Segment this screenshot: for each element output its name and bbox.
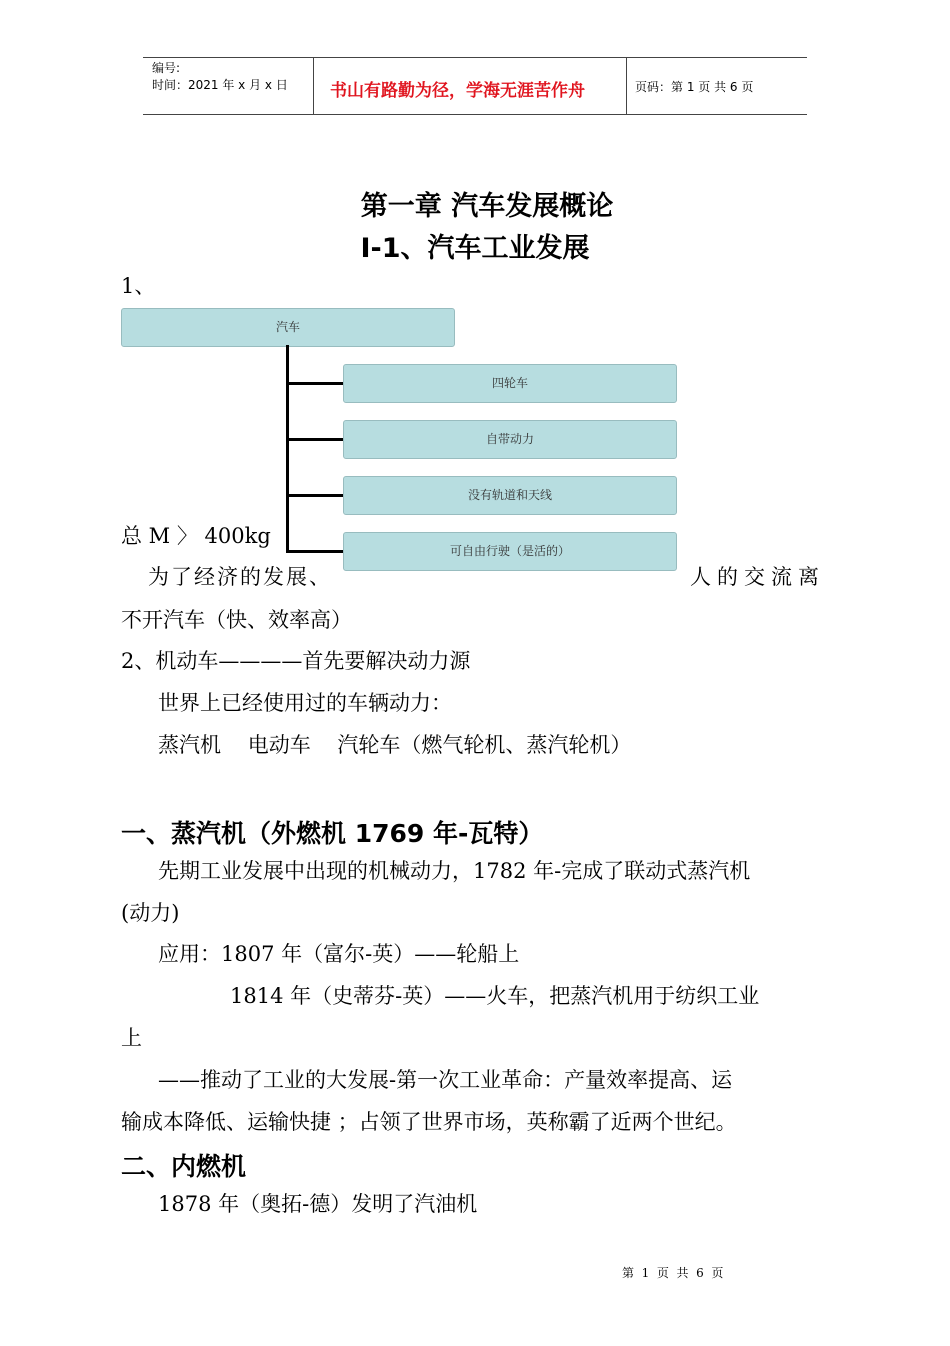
diagram-child-node: 自带动力 — [343, 420, 677, 459]
diagram-root-node: 汽车 — [121, 308, 455, 347]
section-2-paragraph: 1878 年（奥拓-德）发明了汽油机 — [158, 1192, 478, 1216]
page-footer: 第 1 页 共 6 页 — [622, 1266, 724, 1280]
point-1-label: 1、 — [121, 274, 156, 298]
application-line-2: 1814 年（史蒂芬-英）——火车，把蒸汽机用于纺织工业 — [230, 984, 760, 1008]
impact-line-2: 输成本降低、运输快捷 ；占领了世界市场，英称霸了近两个世纪。 — [121, 1110, 737, 1134]
diagram-child-node: 可自由行驶（是活的） — [343, 532, 677, 571]
header-divider-left — [313, 58, 314, 114]
economy-line-left: 为了经济的发展、 — [148, 565, 332, 589]
section-1-heading: 一、蒸汽机（外燃机 1769 年-瓦特） — [121, 819, 544, 848]
application-line-2-cont: 上 — [121, 1026, 142, 1050]
diagram-branch-line — [286, 438, 344, 441]
header-number-label: 编号: — [152, 61, 181, 75]
power-types-line: 蒸汽机 电动车 汽轮车（燃气轮机、蒸汽轮机） — [158, 733, 632, 757]
economy-line-right: 人的交流离 — [690, 565, 825, 589]
application-line-1: 应用：1807 年（富尔-英）——轮船上 — [158, 942, 520, 966]
impact-line-1: ——推动了工业的大发展-第一次工业革命：产量效率提高、运 — [158, 1068, 733, 1092]
diagram-branch-line — [286, 382, 344, 385]
diagram-trunk-line — [286, 345, 289, 552]
chapter-title: 第一章 汽车发展概论 — [360, 191, 614, 222]
used-power-line: 世界上已经使用过的车辆动力： — [158, 691, 452, 715]
header-motto: 书山有路勤为径，学海无涯苦作舟 — [330, 81, 585, 101]
header-top-border — [143, 57, 807, 58]
header-time-label: 时间：2021 年 x 月 x 日 — [152, 78, 288, 92]
section-2-heading: 二、内燃机 — [121, 1152, 247, 1181]
header-bottom-border — [143, 114, 807, 115]
section-title: Ⅰ-1、汽车工业发展 — [360, 233, 590, 264]
diagram-child-node: 没有轨道和天线 — [343, 476, 677, 515]
point-2-line: 2、机动车————首先要解决动力源 — [121, 649, 471, 673]
section-1-paragraph: 先期工业发展中出现的机械动力，1782 年-完成了联动式蒸汽机 — [158, 859, 751, 883]
diagram-branch-line — [286, 494, 344, 497]
diagram-child-node: 四轮车 — [343, 364, 677, 403]
economy-line-cont: 不开汽车（快、效率高） — [121, 608, 352, 632]
diagram-branch-line — [286, 550, 344, 553]
header-divider-right — [626, 58, 627, 114]
header-page-info: 页码：第 1 页 共 6 页 — [635, 80, 754, 94]
weight-line: 总 M 〉 400kg — [121, 524, 271, 548]
section-1-paragraph-cont: (动力) — [121, 901, 180, 925]
